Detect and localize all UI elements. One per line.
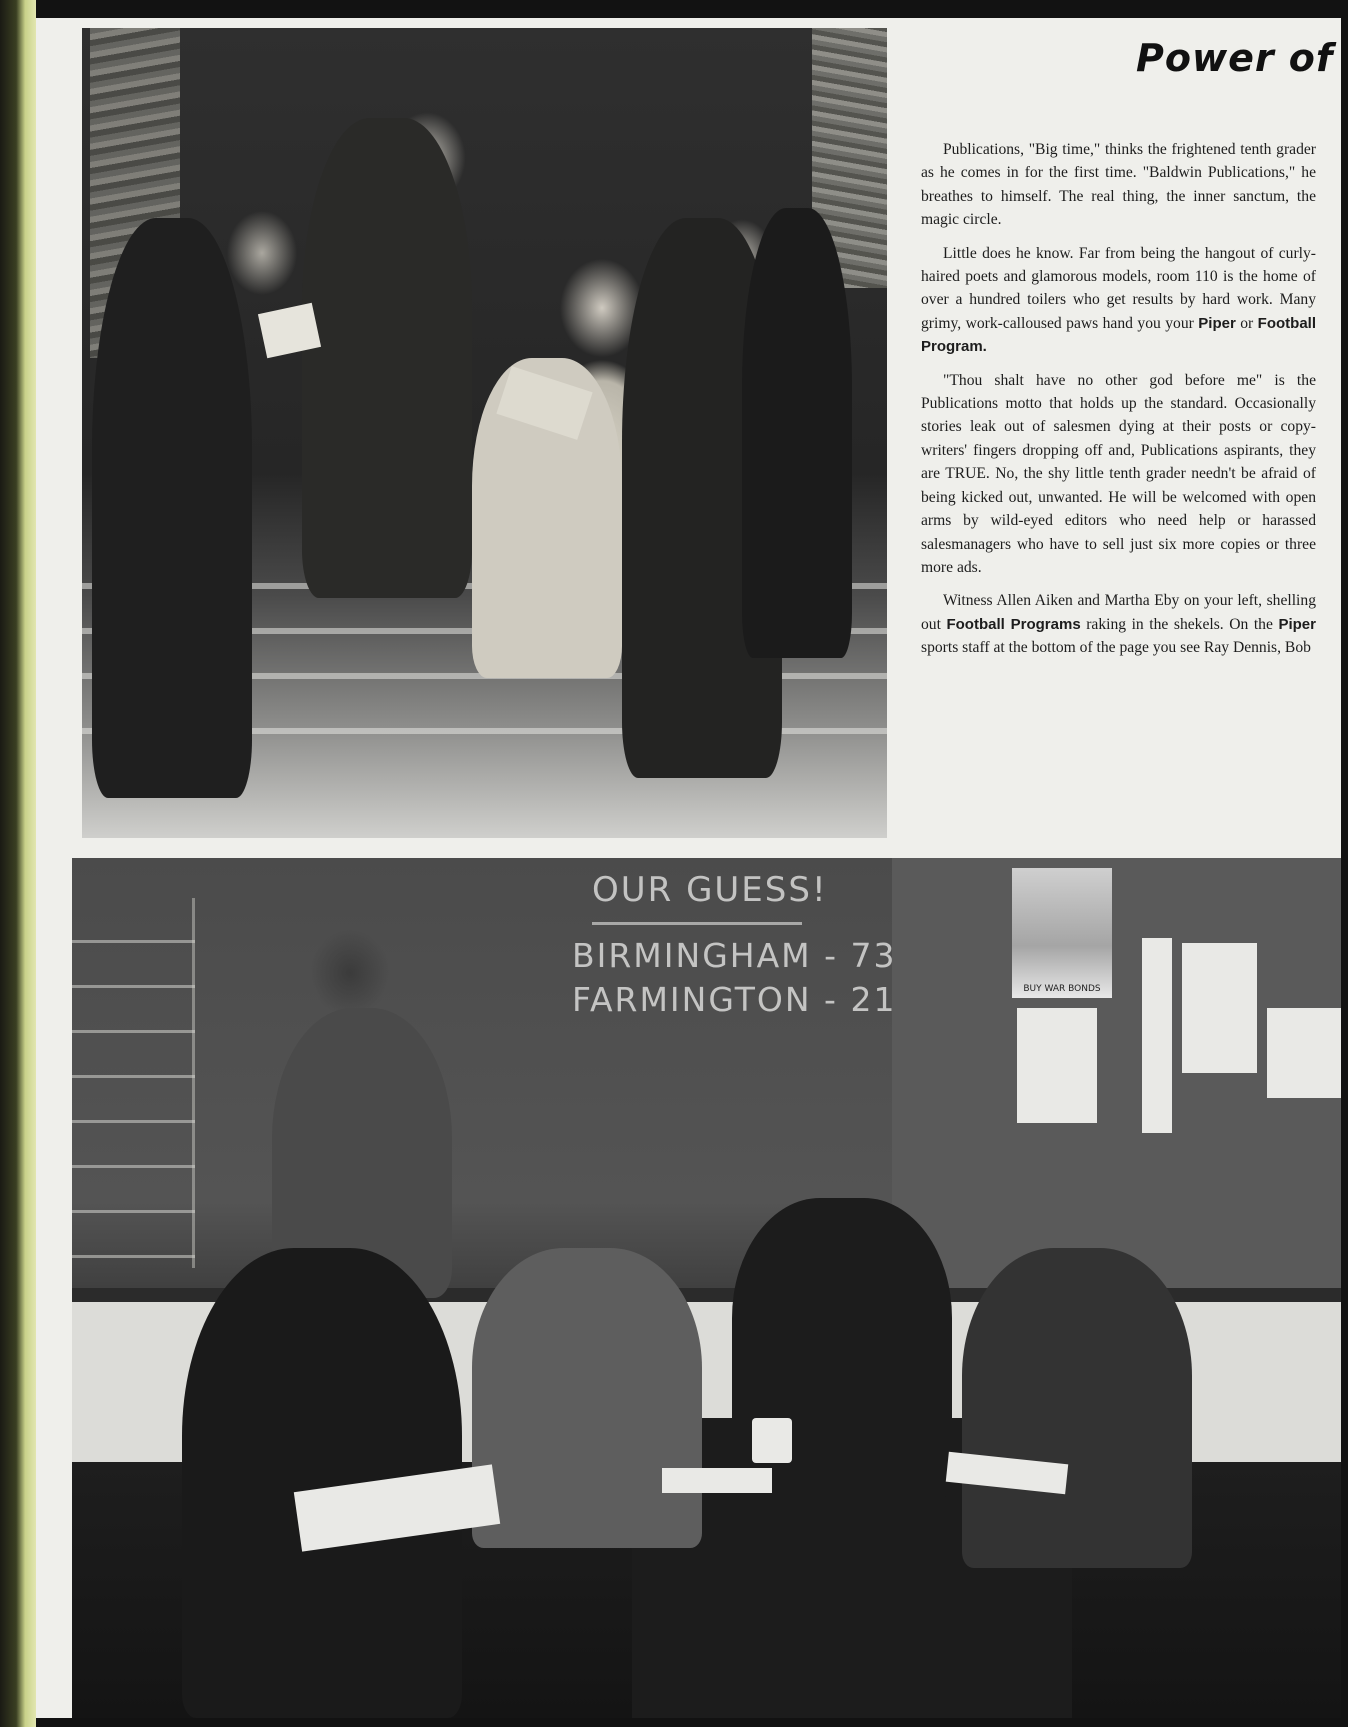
article-paragraph: "Thou shalt have no other god before me" is the Publications motto that holds up the standard. Occasionally stories leak out of salesmen dying at their posts or copy-writers' fingers dropping off and, Publications aspirants, they are TRUE. No, the shy little tenth grader needn't be afraid of being kicked out, unwanted. He will be welcomed with open arms by wild-eyed editors who need help or harassed salesmanagers who have to sell just six more copies or three more ads. — [921, 371, 1316, 576]
seated-student-plaid — [962, 1248, 1192, 1568]
posted-notice — [1017, 1008, 1097, 1123]
photo-sports-staff — [72, 858, 1341, 1718]
cup — [752, 1418, 792, 1463]
page-heading: Power of — [1136, 36, 1334, 80]
publication-name: Football Program. — [921, 314, 1316, 356]
chalkboard-score: BIRMINGHAM - 73 — [572, 936, 897, 975]
seated-student — [472, 1248, 702, 1548]
posted-notice — [1267, 1008, 1341, 1098]
book-spine — [0, 0, 36, 1727]
chalk-underline — [592, 922, 802, 925]
publication-name: Piper — [1278, 615, 1316, 633]
article-text — [921, 138, 1316, 670]
photo-students-on-steps — [82, 28, 887, 838]
article-paragraph: Witness Allen Aiken and Martha Eby on your left, shelling out Football Programs raking in the shekels. On the Piper sports staff at the bottom of the page you see Ray Dennis, Bob — [921, 592, 1316, 657]
war-bonds-poster — [1012, 868, 1112, 998]
poster-label: BUY WAR BONDS — [1023, 984, 1101, 994]
posted-notice — [1142, 938, 1172, 1133]
student-figure — [92, 218, 252, 798]
article-paragraph: Little does he know. Far from being the hangout of curly-haired poets and glamorous models, room 110 is the home of over a hundred toilers who get results by hard work. Many grimy, work-calloused paws hand you your Piper or Football Program. — [921, 244, 1316, 356]
chalkboard-text: OUR GUESS! — [592, 870, 828, 910]
posted-notice — [1182, 943, 1257, 1073]
publication-name: Piper — [1198, 314, 1236, 332]
article-paragraph: Publications, "Big time," thinks the frightened tenth grader as he comes in for the first time. "Baldwin Publications," he breathes to himself. The real thing, the inner sanctum, the magic circle. — [921, 141, 1316, 229]
chalkboard-score: FARMINGTON - 21 — [572, 980, 897, 1019]
paper-sheet — [662, 1468, 772, 1493]
publication-name: Football Programs — [946, 615, 1081, 633]
student-figure — [302, 118, 472, 598]
yearbook-page — [36, 18, 1341, 1718]
chalk-grid — [72, 898, 195, 1268]
student-figure — [742, 208, 852, 658]
